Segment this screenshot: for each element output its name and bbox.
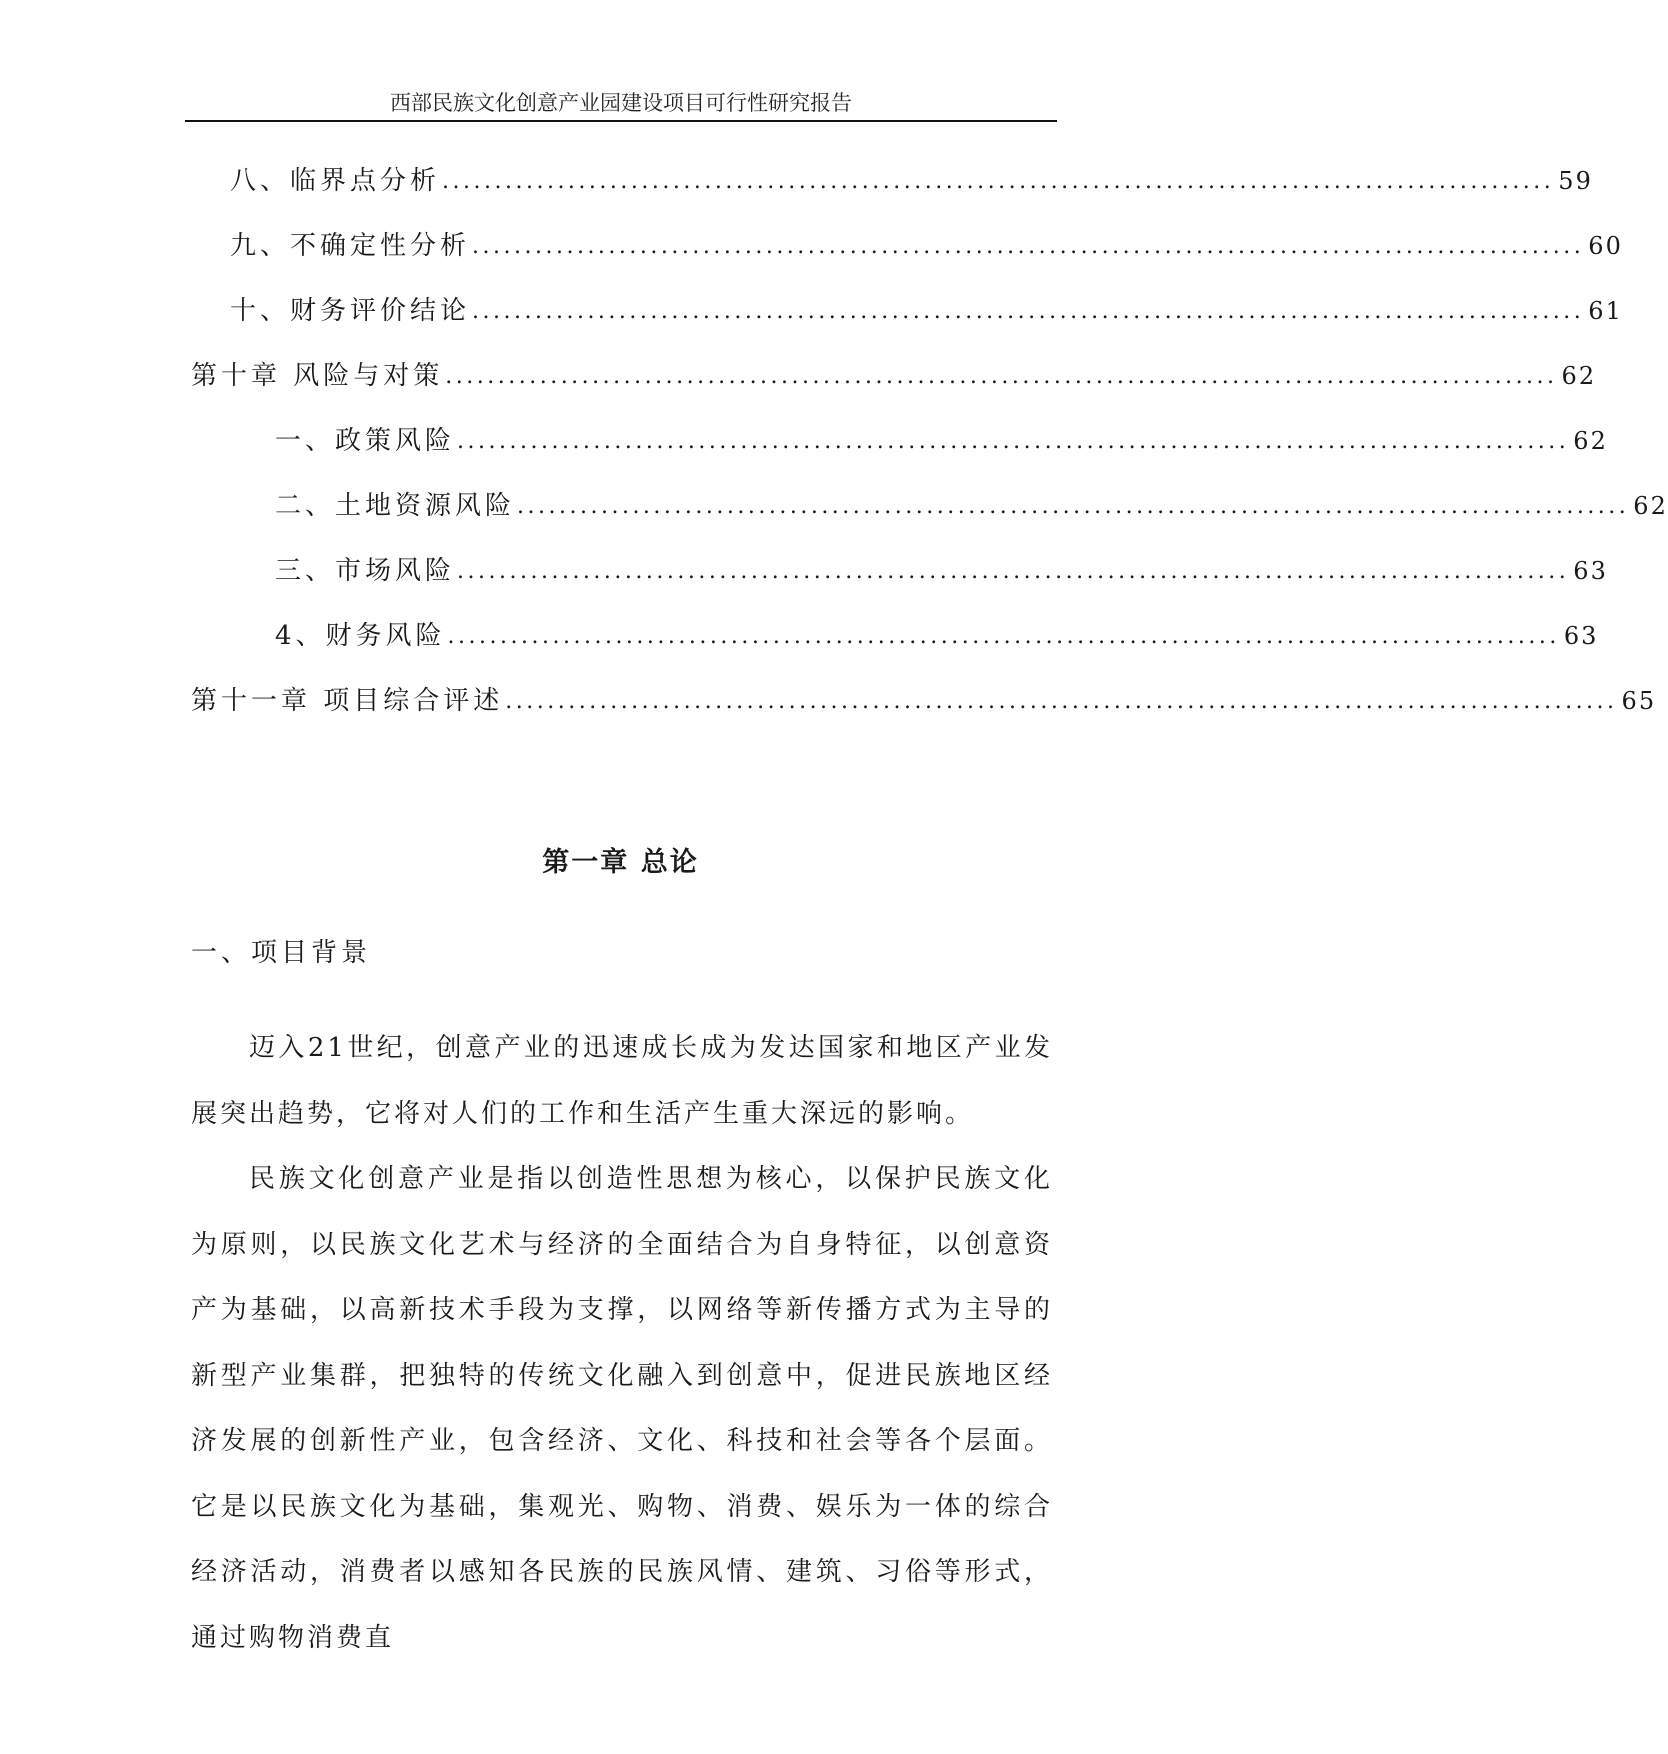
toc-dot-leader: .......................................................................................................... (442, 169, 1555, 194)
toc-entry-page: 62 (1633, 492, 1668, 520)
toc-entry[interactable] (230, 288, 1623, 334)
toc-entry-label: 4、财务风险 (275, 621, 446, 651)
toc-dot-leader: .......................................................................................................... (447, 624, 1560, 649)
toc-dot-leader: .......................................................................................................... (457, 559, 1570, 584)
toc-dot-leader: .......................................................................................................... (457, 429, 1570, 454)
toc-dot-leader: .......................................................................................................... (472, 234, 1585, 259)
body-paragraph: 迈入21世纪，创意产业的迅速成长成为发达国家和地区产业发展突出趋势，它将对人们的工作和生活产生重大深远的影响。 (191, 1033, 1053, 1129)
chapter-title: 第一章 总论 (542, 847, 699, 878)
toc-entry-label: 十、财务评价结论 (230, 296, 471, 326)
toc-entry-page: 61 (1588, 297, 1623, 325)
toc-entry[interactable] (275, 548, 1608, 594)
toc-entry-label: 一、政策风险 (275, 426, 456, 456)
body-paragraph: 民族文化创意产业是指以创造性思想为核心，以保护民族文化为原则，以民族文化艺术与经济的全面结合为自身特征，以创意资产为基础，以高新技术手段为支撑，以网络等新传播方式为主导的新型产业集群，把独特的传统文化融入到创意中，促进民族地区经济发展的创新性产业，包含经济、文化、科技和社会等各个层面。它是以民族文化为基础，集观光、购物、消费、娱乐为一体的综合经济活动，消费者以感知各民族的民族风情、建筑、习俗等形式，通过购物消费直 (191, 1164, 1053, 1653)
toc-entry-page: 59 (1558, 167, 1593, 195)
toc-entry-page: 62 (1561, 362, 1597, 390)
toc-entry-page: 63 (1573, 557, 1608, 585)
toc-dot-leader: .......................................................................................................... (505, 689, 1618, 714)
toc-entry[interactable] (191, 353, 1597, 399)
toc-entry[interactable] (230, 223, 1623, 269)
toc-entry-label: 二、土地资源风险 (275, 491, 516, 521)
toc-dot-leader: .......................................................................................................... (472, 299, 1585, 324)
toc-entry-label: 第十一章 项目综合评述 (191, 686, 504, 716)
toc-dot-leader: .......................................................................................................... (517, 494, 1630, 519)
toc-entry[interactable] (275, 613, 1599, 659)
toc-entry-page: 63 (1563, 622, 1599, 650)
toc-entry[interactable] (275, 418, 1608, 464)
toc-entry-page: 60 (1588, 232, 1623, 260)
toc-entry-page: 65 (1621, 687, 1657, 715)
toc-dot-leader: .......................................................................................................... (445, 364, 1558, 389)
toc-entry[interactable] (191, 678, 1657, 724)
toc-entry-label: 八、临界点分析 (230, 166, 441, 196)
toc-entry-page: 62 (1573, 427, 1608, 455)
page-header: 西部民族文化创意产业园建设项目可行性研究报告 (185, 86, 1057, 122)
toc-entry-label: 三、市场风险 (275, 556, 456, 586)
toc-entry-label: 九、不确定性分析 (230, 231, 471, 261)
toc-entry[interactable] (230, 158, 1593, 204)
section-heading: 一、项目背景 (191, 938, 372, 968)
toc-entry[interactable] (275, 483, 1668, 529)
toc-entry-label: 第十章 风险与对策 (191, 361, 444, 391)
